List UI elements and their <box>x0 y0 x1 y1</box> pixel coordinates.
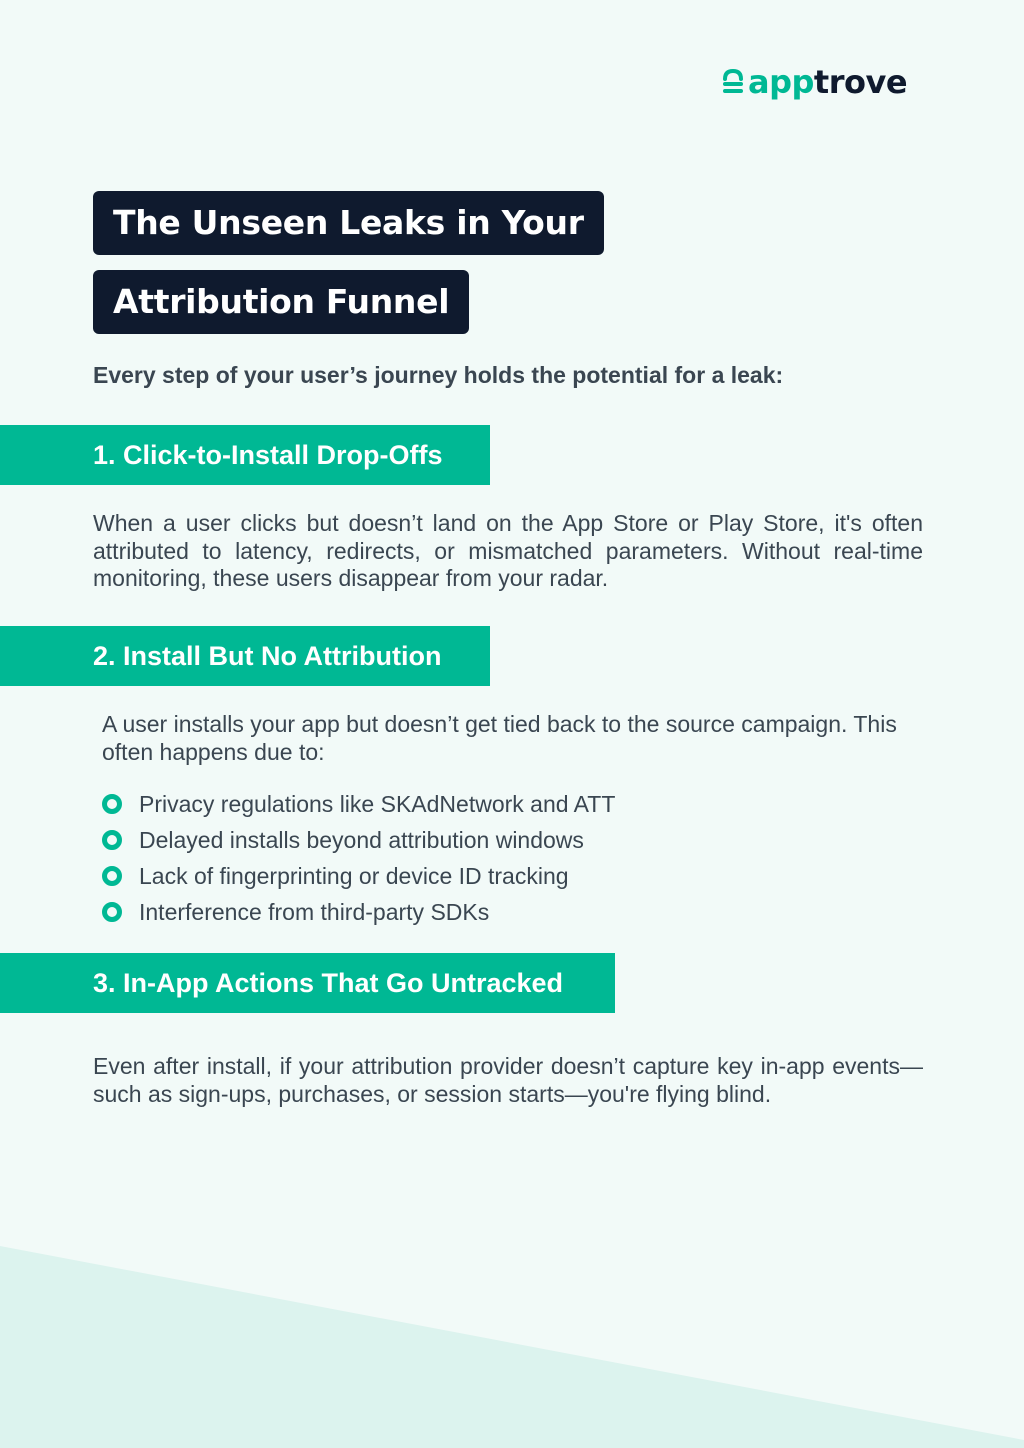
ring-bullet-icon <box>102 794 122 814</box>
logo-text-trove: trove <box>813 63 908 101</box>
intro-text: Every step of your user’s journey holds the potential for a leak: <box>93 362 784 388</box>
list-item-text: Delayed installs beyond attribution windows <box>139 826 584 853</box>
list-item-text: Interference from third-party SDKs <box>139 898 490 925</box>
list-item <box>102 858 615 894</box>
ring-bullet-icon <box>102 866 122 886</box>
section-heading-install-no-attribution: 2. Install But No Attribution <box>0 626 490 686</box>
list-item <box>102 822 615 858</box>
ring-bullet-icon <box>102 830 122 850</box>
list-item <box>102 786 615 822</box>
list-item-text: Lack of fingerprinting or device ID tracking <box>139 862 569 889</box>
section-body-in-app-actions: Even after install, if your attribution provider doesn’t capture key in-app events—such as sign-ups, purchases, or session starts—you're flying blind. <box>93 1053 923 1107</box>
apptrove-logo-icon <box>722 67 744 97</box>
page-title-line-1: The Unseen Leaks in Your <box>93 191 604 255</box>
ring-bullet-icon <box>102 902 122 922</box>
page-title-line-2: Attribution Funnel <box>93 270 469 334</box>
logo-wordmark <box>748 63 908 101</box>
list-item-text: Privacy regulations like SKAdNetwork and ATT <box>139 790 616 817</box>
section-body-install-no-attribution: A user installs your app but doesn’t get tied back to the source campaign. This often happens due to: <box>102 711 897 765</box>
section-body-click-to-install: When a user clicks but doesn’t land on the App Store or Play Store, it's often attributed to latency, redirects, or mismatched parameters. Without real-time monitoring, these users disappear from your radar. <box>93 510 923 591</box>
section-heading-click-to-install: 1. Click-to-Install Drop-Offs <box>0 425 490 485</box>
section-heading-in-app-actions: 3. In-App Actions That Go Untracked <box>0 953 615 1013</box>
list-item <box>102 894 615 930</box>
background-wedge <box>0 1240 1024 1448</box>
attribution-causes-list <box>102 786 615 930</box>
apptrove-logo <box>722 60 907 104</box>
logo-text-app: app <box>748 63 814 101</box>
